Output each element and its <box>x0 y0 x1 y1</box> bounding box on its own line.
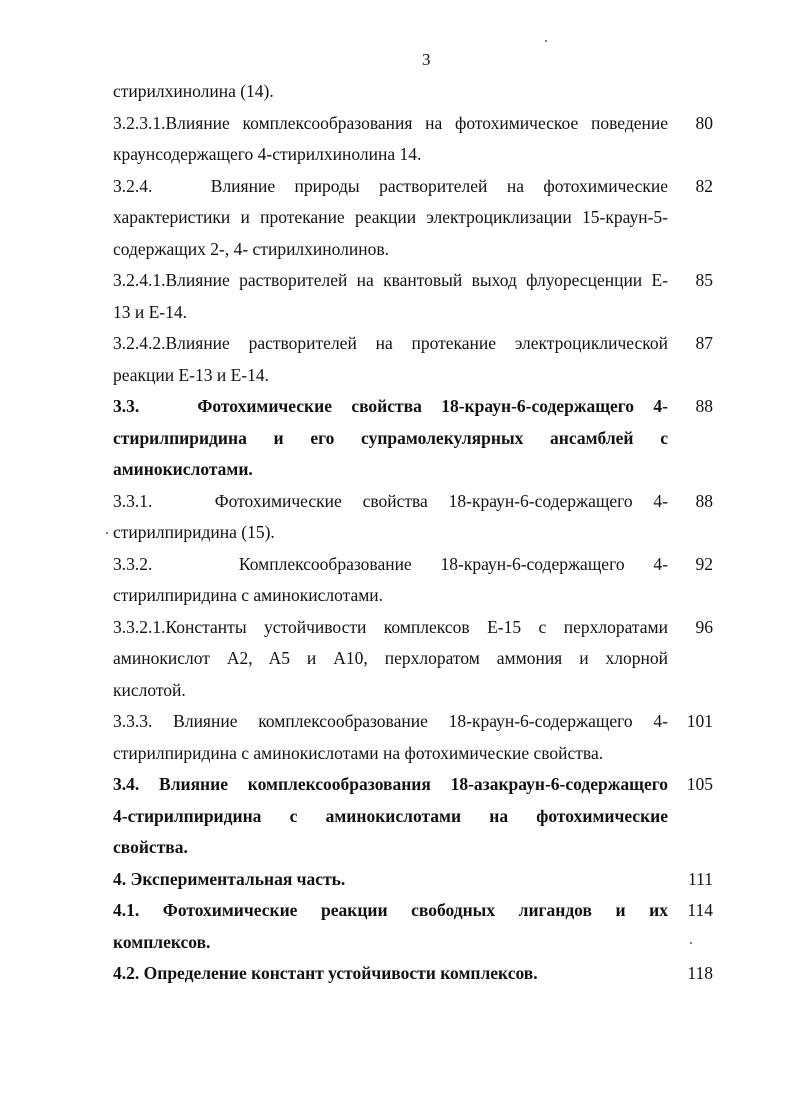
toc-entry-line: 4.1. Фотохимические реакции свободных лигандов и их <box>113 900 668 920</box>
toc-entry-line: 3.3.2. Комплексообразование 18-краун-6-содержащего 4- <box>113 553 668 574</box>
toc-entry-text: стирилхинолина (14). <box>113 81 274 101</box>
toc-entry-line: стирилпиридина и его супрамолекулярных ансамблей с <box>113 427 668 448</box>
table-of-contents <box>113 76 713 990</box>
toc-entry <box>113 549 713 612</box>
toc-entry-line: реакции E-13 и E-14. <box>113 364 269 385</box>
toc-entry-page: 111 <box>688 868 713 889</box>
toc-entry-line: 4.2. Определение констант устойчивости комплексов. <box>113 963 538 983</box>
toc-entry-page: 114 <box>687 900 713 920</box>
toc-entry <box>113 864 713 896</box>
toc-entry-line: стирилпиридина с аминокислотами на фотохимические свойства. <box>113 742 604 763</box>
toc-entry-page: 87 <box>695 333 713 353</box>
toc-entry-line: 3.3.2.1.Константы устойчивости комплексов E-15 с перхлоратами <box>113 616 668 637</box>
scan-speck <box>106 532 108 534</box>
toc-entry-page: 101 <box>686 711 713 731</box>
toc-entry-line: краунсодержащего 4-стирилхинолина 14. <box>113 144 422 164</box>
toc-entry-page: 118 <box>687 963 713 983</box>
toc-entry <box>113 76 713 108</box>
toc-entry <box>113 328 713 391</box>
toc-entry-page: 85 <box>695 270 713 290</box>
toc-entry-line: 3.2.4. Влияние природы растворителей на фотохимические <box>113 175 668 196</box>
toc-entry-line: 3.3.3. Влияние комплексообразование 18-краун-6-содержащего 4- <box>113 711 668 731</box>
toc-entry <box>113 612 713 707</box>
page-number: 3 <box>422 50 431 69</box>
toc-entry <box>113 108 713 171</box>
toc-entry-line: стирилпиридина (15). <box>113 522 275 542</box>
toc-entry-line: характеристики и протекание реакции электроциклизации 15-краун-5- <box>113 207 668 227</box>
scan-speck <box>545 40 547 42</box>
toc-entry-line: кислотой. <box>113 679 186 700</box>
toc-entry <box>113 895 713 958</box>
toc-entry-page: 105 <box>686 774 713 794</box>
toc-entry <box>113 265 713 328</box>
toc-entry <box>113 706 713 769</box>
scan-speck <box>690 942 692 944</box>
toc-entry-line: 3.2.3.1.Влияние комплексообразования на фотохимическое поведение <box>113 112 668 133</box>
toc-entry-line: 3.3. Фотохимические свойства 18-краун-6-содержащего 4- <box>113 396 668 416</box>
toc-entry-line: аминокислот A2, A5 и A10, перхлоратом аммония и хлорной <box>113 648 668 668</box>
toc-entry-line: аминокислотами. <box>113 459 253 479</box>
toc-entry <box>113 171 713 266</box>
toc-entry <box>113 958 713 990</box>
toc-entry-line: 4-стирилпиридина с аминокислотами на фотохимические <box>113 805 668 826</box>
toc-entry-page: 96 <box>695 616 713 637</box>
toc-entry-line: 3.2.4.1.Влияние растворителей на квантовый выход флуоресценции E- <box>113 270 668 290</box>
toc-entry-page: 82 <box>695 175 713 196</box>
toc-entry-line: свойства. <box>113 837 188 857</box>
toc-entry-line: содержащих 2-, 4- стирилхинолинов. <box>113 238 390 259</box>
toc-entry <box>113 486 713 549</box>
toc-entry-line: 3.4. Влияние комплексообразования 18-азакраун-6-содержащего <box>113 774 668 794</box>
toc-entry-line: 3.3.1. Фотохимические свойства 18-краун-6-содержащего 4- <box>113 490 668 511</box>
toc-entry-line: 13 и E-14. <box>113 301 188 322</box>
toc-entry-page: 80 <box>695 112 713 133</box>
toc-entry-page: 88 <box>695 396 713 416</box>
toc-entry-line: 4. Экспериментальная часть. <box>113 868 346 889</box>
toc-entry-page: 88 <box>695 490 713 511</box>
toc-entry <box>113 769 713 864</box>
toc-entry-line: 3.2.4.2.Влияние растворителей на протекание электроциклической <box>113 333 668 353</box>
toc-entry-line: стирилпиридина с аминокислотами. <box>113 585 384 605</box>
toc-entry-line: комплексов. <box>113 931 211 952</box>
toc-entry <box>113 391 713 486</box>
toc-entry-page: 92 <box>695 553 713 574</box>
